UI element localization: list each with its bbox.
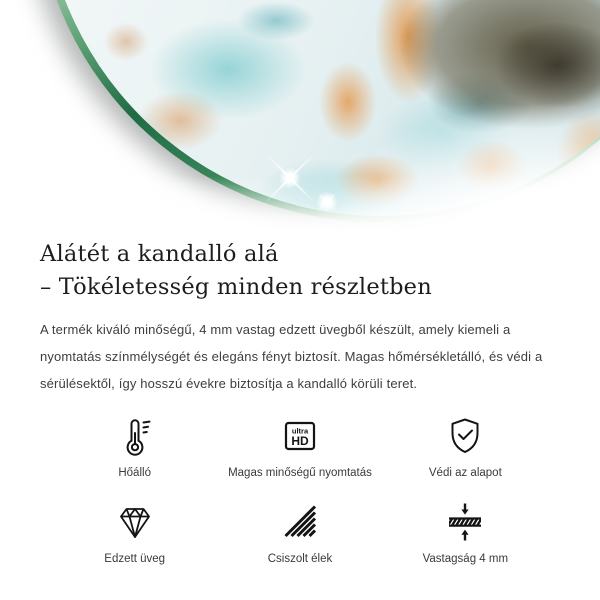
polished-edges-icon xyxy=(278,499,322,545)
page-title-line1: Alátét a kandalló alá xyxy=(40,241,279,267)
description-text: A termék kiváló minőségű, 4 mm vastag edzett üvegből készült, amely kiemeli a nyomtatás színmélységét és elegáns fényt biztosít. Magas hőmérsékletálló, és védi a sérülésektől, így hosszú évekre biztosítja a kandalló körüli teret. xyxy=(40,322,543,391)
svg-text:HD: HD xyxy=(291,434,309,448)
feature-label: Csiszolt élek xyxy=(267,553,333,565)
page-title-line2: – Tökéletesség minden részletben xyxy=(40,274,432,300)
ultra-hd-icon xyxy=(278,413,322,459)
product-photo xyxy=(0,0,600,232)
feature-heat-resistant xyxy=(52,413,217,479)
feature-label: Magas minőségű nyomtatás xyxy=(228,467,372,479)
feature-label: Védi az alapot xyxy=(428,467,502,479)
page-title xyxy=(40,238,560,304)
feature-label: Edzett üveg xyxy=(104,553,166,565)
feature-label: Hőálló xyxy=(118,467,151,479)
feature-tempered-glass xyxy=(52,499,217,565)
feature-polished-edges xyxy=(217,499,382,565)
shield-check-icon xyxy=(443,413,487,459)
thickness-press-icon xyxy=(443,499,487,545)
feature-protects-base xyxy=(383,413,548,479)
thermometer-icon xyxy=(113,413,157,459)
svg-text:ultra: ultra xyxy=(291,426,309,436)
product-description-section xyxy=(0,232,600,565)
feature-thickness xyxy=(383,499,548,565)
feature-print-quality xyxy=(217,413,382,479)
feature-grid xyxy=(40,413,560,565)
diamond-icon xyxy=(113,499,157,545)
feature-label: Vastagság 4 mm xyxy=(422,553,509,565)
